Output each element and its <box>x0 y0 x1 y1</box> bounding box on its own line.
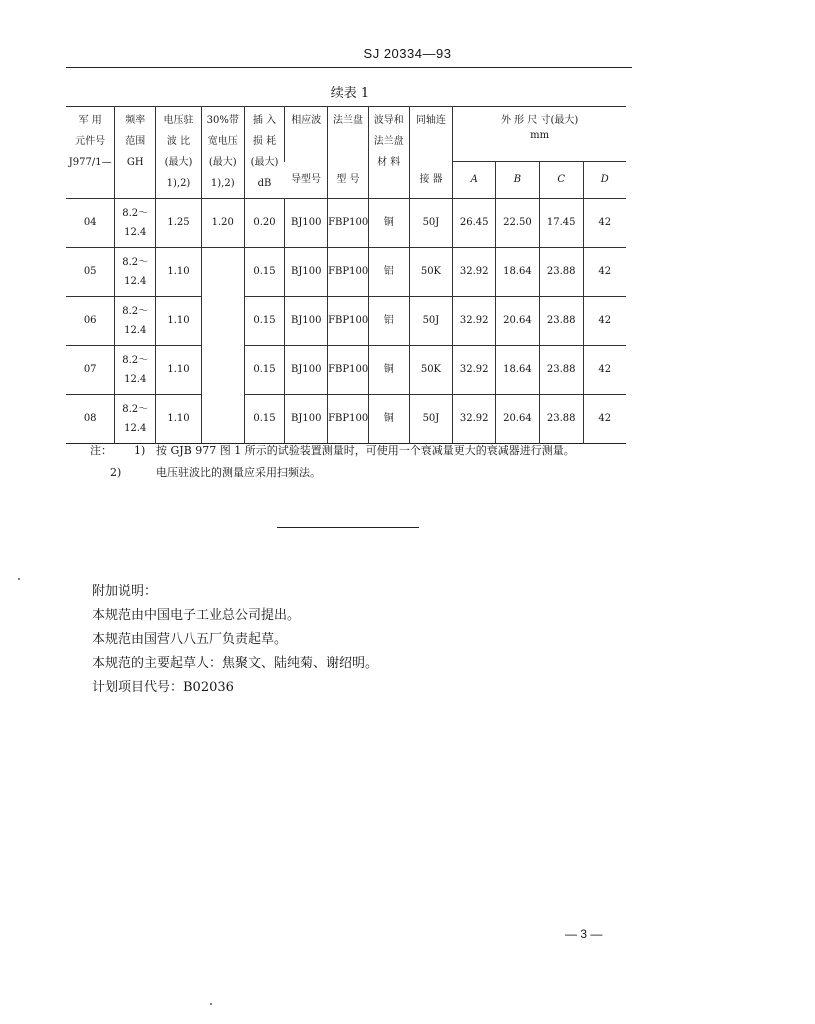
cell-dim-a: 32.92 <box>453 297 496 346</box>
table-row <box>66 248 626 297</box>
addendum <box>92 580 378 700</box>
cell-connector: 50J <box>409 395 453 444</box>
cell-dim-c: 17.45 <box>539 199 583 248</box>
cell-material: 铝 <box>368 297 409 346</box>
notes-label: 注： <box>90 444 112 457</box>
header-dim-b: B <box>496 162 540 199</box>
cell-connector: 50J <box>409 199 453 248</box>
cell-dim-b: 18.64 <box>496 346 540 395</box>
header-flange: 法兰盘 <box>328 107 369 162</box>
document-code: SJ 20334—93 <box>363 46 452 61</box>
table-row <box>66 199 626 248</box>
cell-loss: 0.20 <box>244 199 285 248</box>
table-notes <box>90 440 575 484</box>
cell-flange: FBP100 <box>328 346 369 395</box>
addendum-line: 本规范由国营八八五厂负责起草。 <box>92 632 288 647</box>
header-dim-c: C <box>539 162 583 199</box>
cell-flange: FBP100 <box>328 395 369 444</box>
header-row-1 <box>66 107 626 162</box>
cell-vswr: 1.10 <box>156 297 202 346</box>
header-material: 波导和 法兰盘 材 料 <box>368 107 409 199</box>
cell-vswr-30-merged <box>201 248 244 444</box>
header-military-id: 军 用 元件号 J977/1— <box>66 107 115 199</box>
cell-dim-d: 42 <box>583 395 626 444</box>
cell-flange: FBP100 <box>328 248 369 297</box>
cell-flange: FBP100 <box>328 297 369 346</box>
table-row <box>66 297 626 346</box>
cell-loss: 0.15 <box>244 297 285 346</box>
cell-loss: 0.15 <box>244 346 285 395</box>
cell-vswr: 1.10 <box>156 395 202 444</box>
page-number: — 3 — <box>565 927 603 941</box>
header-rule <box>66 67 632 68</box>
header-dim-d: D <box>583 162 626 199</box>
cell-connector: 50K <box>409 248 453 297</box>
spec-table <box>66 106 626 444</box>
header-waveguide-type: 导型号 <box>290 173 321 185</box>
cell-material: 铝 <box>368 248 409 297</box>
header-waveguide: 相应波 <box>285 107 328 162</box>
cell-material: 铜 <box>368 199 409 248</box>
cell-connector: 50J <box>409 297 453 346</box>
header-connector-type: 接 器 <box>409 162 453 199</box>
cell-id: 08 <box>66 395 115 444</box>
cell-id: 06 <box>66 297 115 346</box>
cell-waveguide: BJ100 <box>285 346 328 395</box>
cell-vswr: 1.10 <box>156 346 202 395</box>
cell-dim-c: 23.88 <box>539 395 583 444</box>
cell-vswr: 1.25 <box>156 199 202 248</box>
cell-dim-a: 32.92 <box>453 346 496 395</box>
cell-id: 07 <box>66 346 115 395</box>
cell-dim-c: 23.88 <box>539 297 583 346</box>
cell-dim-b: 22.50 <box>496 199 540 248</box>
header-connector: 同轴连 <box>409 107 453 162</box>
table-row <box>66 395 626 444</box>
cell-dim-c: 23.88 <box>539 248 583 297</box>
cell-dim-d: 42 <box>583 297 626 346</box>
cell-waveguide: BJ100 <box>285 199 328 248</box>
cell-loss: 0.15 <box>244 395 285 444</box>
scan-speck <box>210 1003 212 1005</box>
addendum-line: 计划项目代号：B02036 <box>92 680 234 695</box>
cell-vswr-30: 1.20 <box>201 199 244 248</box>
header-dim-a: A <box>453 162 496 199</box>
cell-connector: 50K <box>409 346 453 395</box>
cell-id: 04 <box>66 199 115 248</box>
cell-id: 05 <box>66 248 115 297</box>
note-item <box>90 462 575 484</box>
cell-dim-d: 42 <box>583 346 626 395</box>
header-vswr: 电压驻 波 比 (最大) 1),2) <box>156 107 202 199</box>
cell-dim-a: 32.92 <box>453 395 496 444</box>
header-insertion-loss: 插 入 损 耗 (最大) dB <box>244 107 285 199</box>
cell-dim-a: 26.45 <box>453 199 496 248</box>
note-item <box>90 440 575 462</box>
cell-dim-a: 32.92 <box>453 248 496 297</box>
cell-dim-c: 23.88 <box>539 346 583 395</box>
cell-dim-d: 42 <box>583 248 626 297</box>
cell-waveguide: BJ100 <box>285 297 328 346</box>
cell-dim-b: 18.64 <box>496 248 540 297</box>
cell-frequency: 8.2～ 12.4 <box>115 346 156 395</box>
scan-speck <box>18 578 20 580</box>
header-vswr-30: 30%带 宽电压 (最大) 1),2) <box>201 107 244 199</box>
note-number: 1) <box>134 444 146 457</box>
header-flange-type: 型 号 <box>328 162 369 199</box>
note-text: 按 GJB 977 图 1 所示的试验装置测量时，可使用一个衰减量更大的衰减器进行测量。 <box>156 444 575 457</box>
cell-flange: FBP100 <box>328 199 369 248</box>
note-text: 电压驻波比的测量应采用扫频法。 <box>156 466 321 479</box>
cell-dim-b: 20.64 <box>496 395 540 444</box>
cell-waveguide: BJ100 <box>285 395 328 444</box>
section-divider <box>277 527 419 528</box>
cell-dim-b: 20.64 <box>496 297 540 346</box>
table-caption: 续表 1 <box>330 86 370 101</box>
header-dimensions: 外 形 尺 寸(最大) mm <box>453 107 626 162</box>
note-number: 2) <box>110 466 122 479</box>
cell-loss: 0.15 <box>244 248 285 297</box>
addendum-line: 本规范由中国电子工业总公司提出。 <box>92 608 301 623</box>
cell-frequency: 8.2～ 12.4 <box>115 199 156 248</box>
cell-frequency: 8.2～ 12.4 <box>115 297 156 346</box>
cell-frequency: 8.2～ 12.4 <box>115 395 156 444</box>
table-row <box>66 346 626 395</box>
cell-material: 铜 <box>368 346 409 395</box>
cell-vswr: 1.10 <box>156 248 202 297</box>
addendum-title: 附加说明： <box>92 584 158 599</box>
header-frequency: 频率 范围 GH <box>115 107 156 199</box>
cell-frequency: 8.2～ 12.4 <box>115 248 156 297</box>
cell-dim-d: 42 <box>583 199 626 248</box>
addendum-line: 本规范的主要起草人：焦聚文、陆纯菊、谢绍明。 <box>92 656 379 671</box>
cell-waveguide: BJ100 <box>285 248 328 297</box>
cell-material: 铜 <box>368 395 409 444</box>
